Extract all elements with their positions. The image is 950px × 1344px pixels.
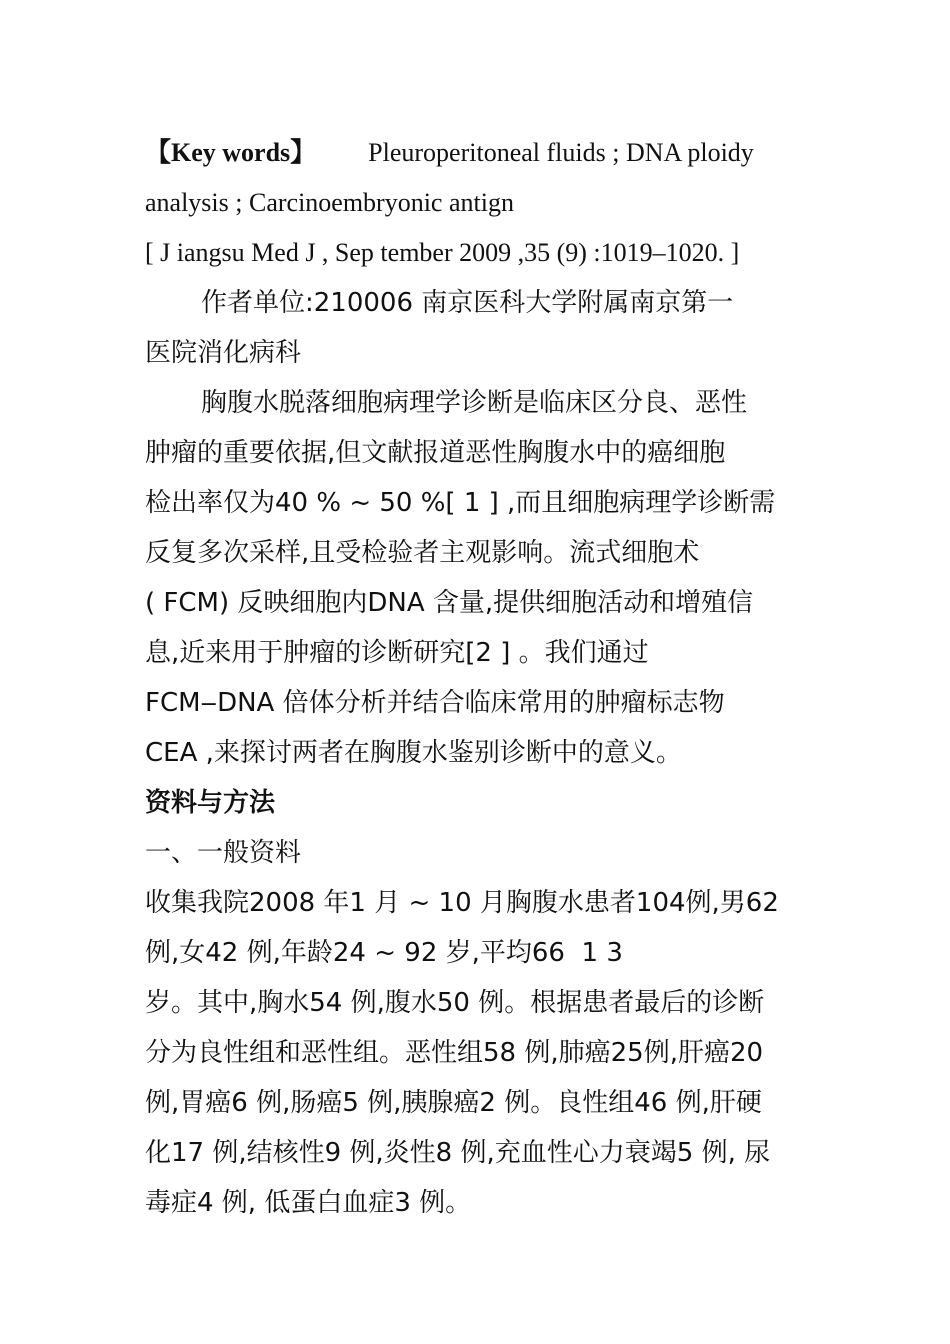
keywords-text-1: Pleuroperitoneal fluids ; DNA ploidy [368,138,754,167]
affiliation-line-1: 作者单位:210006 南京医科大学附属南京第一 [201,288,734,318]
keywords-line-2: analysis ; Carcinoembryonic antign [145,188,514,217]
intro-line-7: FCM‒DNA 倍体分析并结合临床常用的肿瘤标志物 [145,688,725,718]
intro-line-2: 肿瘤的重要依据,但文献报道恶性胸腹水中的癌细胞 [145,438,726,468]
intro-line-8: CEA ,来探讨两者在胸腹水鉴别诊断中的意义。 [145,738,682,768]
section-title: 资料与方法 [145,788,276,818]
body-line-3: 岁。其中,胸水54 例,腹水50 例。根据患者最后的诊断 [145,988,765,1018]
intro-line-4: 反复多次采样,且受检验者主观影响。流式细胞术 [145,538,700,568]
affiliation-line-2: 医院消化病科 [145,338,302,368]
body-line-7: 毒症4 例, 低蛋白血症3 例。 [145,1188,472,1218]
intro-line-6: 息,近来用于肿瘤的诊断研究[2 ] 。我们通过 [145,638,649,668]
body-line-6: 化17 例,结核性9 例,炎性8 例,充血性心力衰竭5 例, 尿 [145,1138,771,1168]
document-page [145,128,810,1228]
citation: [ J iangsu Med J , Sep tember 2009 ,35 (9) :1019‒1020. ] [145,238,740,267]
body-line-5: 例,胃癌6 例,肠癌5 例,胰腺癌2 例。良性组46 例,肝硬 [145,1088,762,1118]
intro-line-5: ( FCM) 反映细胞内DNA 含量,提供细胞活动和增殖信 [145,588,754,618]
body-line-1: 收集我院2008 年1 月 ~ 10 月胸腹水患者104例,男62 [145,888,779,918]
body-line-4: 分为良性组和恶性组。恶性组58 例,肺癌25例,肝癌20 [145,1038,764,1068]
keywords-line-1 [145,128,810,178]
intro-line-1: 胸腹水脱落细胞病理学诊断是临床区分良、恶性 [201,388,748,418]
intro-line-3: 检出率仅为40 % ~ 50 %[ 1 ] ,而且细胞病理学诊断需 [145,488,776,518]
section-subtitle: 一、一般资料 [145,838,302,868]
keywords-label: 【Key words】 [145,138,317,167]
body-line-2: 例,女42 例,年龄24 ~ 92 岁,平均66 1 3 [145,938,623,968]
